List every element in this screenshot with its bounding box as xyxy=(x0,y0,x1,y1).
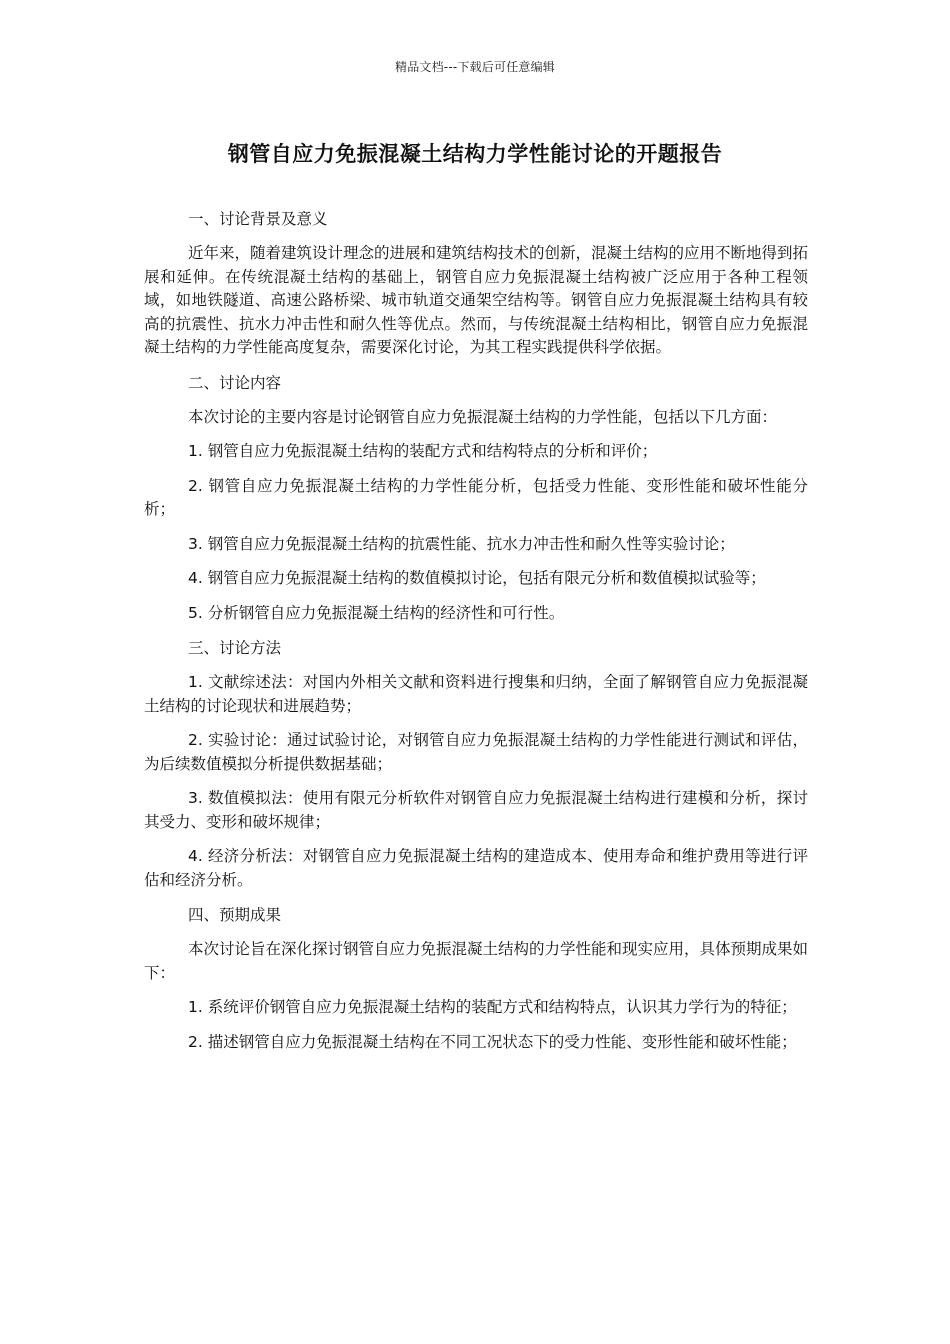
paragraph: 本次讨论旨在深化探讨钢管自应力免振混凝土结构的力学性能和现实应用，具体预期成果如下： xyxy=(144,940,809,982)
page-header: 精品文档---下载后可任意编辑 xyxy=(395,60,555,74)
section-heading: 三、讨论方法 xyxy=(188,639,282,657)
list-item: 4. 钢管自应力免振混凝土结构的数值模拟讨论，包括有限元分析和数值模拟试验等； xyxy=(188,569,766,587)
section-heading: 一、讨论背景及意义 xyxy=(188,210,328,228)
list-item: 4. 经济分析法：对钢管自应力免振混凝土结构的建造成本、使用寿命和维护费用等进行评估和经济分析。 xyxy=(144,847,808,889)
list-item: 5. 分析钢管自应力免振混凝土结构的经济性和可行性。 xyxy=(188,603,565,622)
paragraph: 本次讨论的主要内容是讨论钢管自应力免振混凝土结构的力学性能，包括以下几方面： xyxy=(188,407,778,426)
section-heading: 二、讨论内容 xyxy=(188,373,282,392)
list-item: 3. 钢管自应力免振混凝土结构的抗震性能、抗水力冲击性和耐久性等实验讨论； xyxy=(188,534,735,553)
list-item: 1. 文献综述法：对国内外相关文献和资料进行搜集和归纳，全面了解钢管自应力免振混凝土结构的讨论现状和进展趋势； xyxy=(144,673,808,715)
list-item: 3. 数值模拟法：使用有限元分析软件对钢管自应力免振混凝土结构进行建模和分析，探讨其受力、变形和破坏规律； xyxy=(144,789,808,831)
paragraph: 近年来，随着建筑设计理念的进展和建筑结构技术的创新，混凝土结构的应用不断地得到拓展和延伸。在传统混凝土结构的基础上，钢管自应力免振混凝土结构被广泛应用于各种工程领域，如地铁隧道、高速公路桥梁、城市轨道交通架空结构等。钢管自应力免振混凝土结构具有较高的抗震性、抗水力冲击性和耐久性等优点。然而，与传统混凝土结构相比，钢管自应力免振混凝土结构的力学性能高度复杂，需要深化讨论，为其工程实践提供科学依据。 xyxy=(144,244,809,356)
document-title: 钢管自应力免振混凝土结构力学性能讨论的开题报告 xyxy=(227,142,723,166)
list-item: 2. 钢管自应力免振混凝土结构的力学性能分析，包括受力性能、变形性能和破坏性能分析； xyxy=(144,476,808,518)
list-item: 2. 实验讨论：通过试验讨论，对钢管自应力免振混凝土结构的力学性能进行测试和评估，为后续数值模拟分析提供数据基础； xyxy=(144,731,808,773)
list-item: 2. 描述钢管自应力免振混凝土结构在不同工况状态下的受力性能、变形性能和破坏性能； xyxy=(188,1032,797,1051)
document-body xyxy=(144,207,808,1054)
list-item: 1. 钢管自应力免振混凝土结构的装配方式和结构特点的分析和评价； xyxy=(188,442,658,460)
list-item: 1. 系统评价钢管自应力免振混凝土结构的装配方式和结构特点，认识其力学行为的特征； xyxy=(188,998,797,1016)
section-heading: 四、预期成果 xyxy=(188,906,282,924)
